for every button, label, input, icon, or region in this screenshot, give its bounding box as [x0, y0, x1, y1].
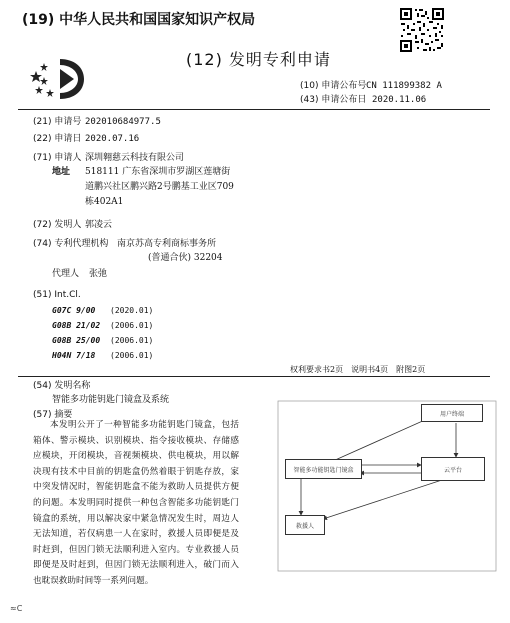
inventor-label: (72) 发明人: [33, 220, 82, 230]
address-line-3: 栋402A1: [85, 197, 124, 207]
ipc-code: H04N 7/18: [52, 351, 96, 360]
application-date-label: (22) 申请日: [33, 134, 82, 144]
ipc-year: (2006.01): [110, 351, 154, 360]
agent-name: 张弛: [89, 269, 108, 279]
address-line-2: 道鹏兴社区鹏兴路2号鹏基工业区709: [85, 182, 234, 192]
diagram-connectors: [273, 399, 499, 575]
ipc-code: G08B 21/02: [52, 321, 101, 330]
footer-mark: ≈C: [10, 604, 23, 613]
diagram-box-rescuer: 救援人: [285, 515, 325, 535]
application-date: 2020.07.16: [85, 134, 140, 144]
biblio-divider: [18, 376, 490, 377]
document-type: (12) 发明专利申请: [186, 50, 331, 69]
agency-label: (74) 专利代理机构: [33, 239, 109, 249]
applicant-label: (71) 申请人: [33, 153, 82, 163]
publication-number: CN 111899382 A: [366, 81, 442, 91]
application-number: 202010684977.5: [85, 117, 161, 127]
agent-label: 代理人: [52, 269, 80, 279]
diagram-box-cloud-platform: 云平台: [421, 457, 485, 481]
ipc-year: (2020.01): [110, 306, 154, 315]
header-divider: [18, 109, 490, 110]
ipc-year: (2006.01): [110, 336, 154, 345]
qr-code: [399, 7, 445, 53]
ipc-year: (2006.01): [110, 321, 154, 330]
ipc-code: G07C 9/00: [52, 306, 96, 315]
ipc-label: (51) Int.Cl.: [33, 290, 81, 300]
cnipa-logo: [30, 53, 88, 103]
office-name: (19) 中华人民共和国国家知识产权局: [22, 12, 256, 28]
inventor-name: 郭凌云: [85, 220, 113, 230]
abstract-text: 本发明公开了一种智能多功能钥匙门镜盒，包括箱体、警示模块、识别模块、指令接收模块、存储感应模块，开闭模块，音视频模块、供电模块，用以解决现有技术中目前的钥匙盒仍然着眼于钥匙存放，家中突发情况时，智能钥匙盒不能为救助人员提供方便的问题。本发明同时提供一种包含智能多功能钥匙门镜盒的系统，用以解决家中紧急情况发生时，周边人无法知道，若仅病患一人在家时，救援人员即便是及时赶到，但因门锁无法顺利进入室内。专业救援人员即便是及时赶到，但因门锁无法顺利进入，破门而入也耽误救助时间等一系列问题。: [33, 420, 239, 586]
abstract-label: (57) 摘要: [33, 410, 73, 420]
agency-line-1: 南京苏高专利商标事务所: [117, 239, 217, 249]
ipc-code: G08B 25/00: [52, 336, 101, 345]
publication-date-label: (43) 申请公布日: [300, 95, 367, 105]
address-label: 地址: [52, 167, 71, 177]
publication-number-label: (10) 申请公布号: [300, 81, 367, 91]
invention-title: 智能多功能钥匙门镜盒及系统: [52, 395, 170, 405]
invention-title-label: (54) 发明名称: [33, 381, 91, 391]
publication-date: 2020.11.06: [372, 95, 427, 105]
agency-line-2: (普通合伙) 32204: [148, 253, 223, 263]
page-counts: 权利要求书2页 说明书4页 附图2页: [290, 365, 426, 374]
diagram-box-smart-key-box: 智能多功能钥匙门镜盒: [285, 459, 362, 479]
application-number-label: (21) 申请号: [33, 117, 82, 127]
diagram-box-user-terminal: 用户终端: [421, 404, 483, 422]
applicant-name: 深圳翱慈云科技有限公司: [85, 153, 185, 163]
address-line-1: 518111 广东省深圳市罗湖区莲塘街: [85, 167, 231, 177]
abstract-figure: [273, 399, 499, 575]
